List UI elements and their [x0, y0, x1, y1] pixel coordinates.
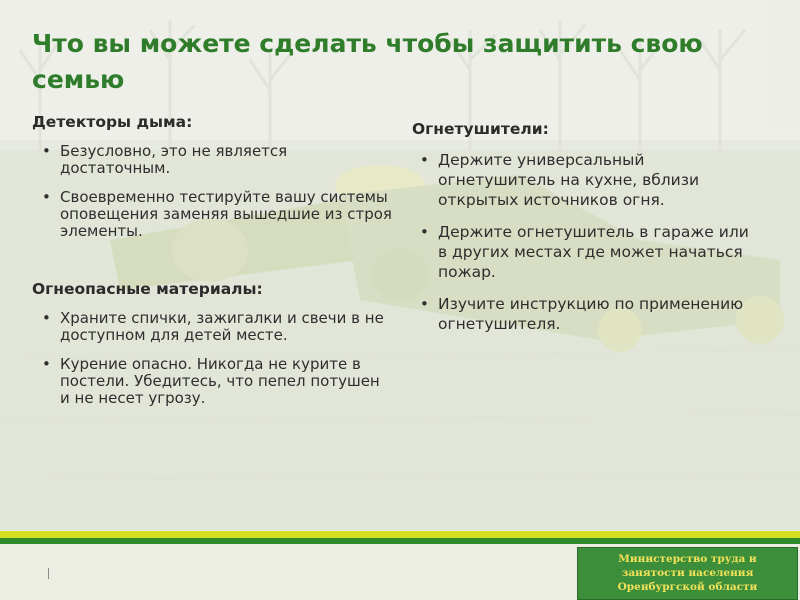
smoke-detectors-list	[32, 143, 392, 240]
ministry-line-1: Министерство труда и	[618, 553, 757, 565]
footer-stripe-yellow	[0, 531, 800, 538]
right-column	[412, 120, 752, 346]
extinguishers-list	[412, 150, 752, 334]
list-item: • Своевременно тестируйте вашу системы оповещения заменяя вышедшие из строя элементы.	[32, 189, 392, 240]
list-item: • Изучите инструкцию по применению огнетушителя.	[412, 294, 752, 334]
flammable-materials-section	[32, 280, 392, 407]
left-column	[32, 113, 392, 419]
flammable-materials-list	[32, 310, 392, 407]
smoke-detectors-section	[32, 113, 392, 240]
list-item: • Курение опасно. Никогда не курите в постели. Убедитесь, что пепел потушен и не несет угрозу.	[32, 356, 392, 407]
list-item: • Держите огнетушитель в гараже или в других местах где может начаться пожар.	[412, 222, 752, 282]
ministry-line-2: занятости населения	[621, 567, 754, 579]
extinguishers-heading: Огнетушители:	[412, 120, 549, 138]
list-item: • Держите универсальный огнетушитель на кухне, вблизи открытых источников огня.	[412, 150, 752, 210]
ministry-logo-box	[577, 547, 798, 600]
list-item: • Храните спички, зажигалки и свечи в не доступном для детей месте.	[32, 310, 392, 344]
ministry-line-3: Оренбургской области	[617, 581, 758, 593]
smoke-detectors-heading: Детекторы дыма:	[32, 113, 193, 131]
page-title: Что вы можете сделать чтобы защитить свою семью	[32, 29, 703, 94]
footer-divider-tick	[48, 568, 49, 579]
list-item: • Безусловно, это не является достаточным.	[32, 143, 392, 177]
flammable-materials-heading: Огнеопасные материалы:	[32, 280, 263, 298]
